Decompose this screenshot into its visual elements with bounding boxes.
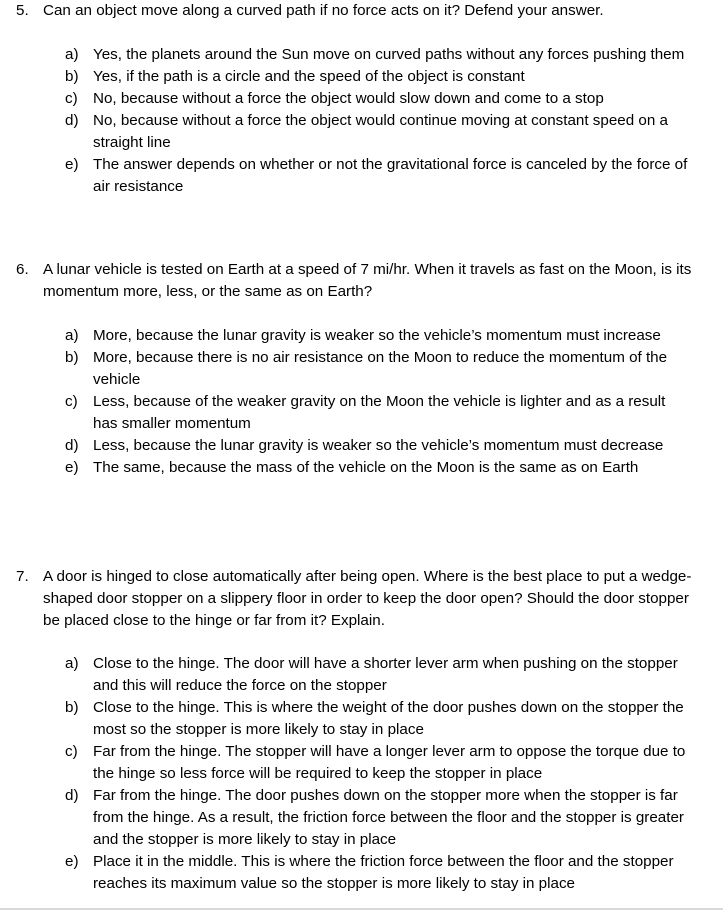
option-e	[0, 851, 723, 895]
option-text: More, because there is no air resistance on the Moon to reduce the momentum of the vehicle	[93, 349, 668, 388]
question-text: A lunar vehicle is tested on Earth at a speed of 7 mi/hr. When it travels as fast on the Moon, is its momentum more, less, or the same as on Earth?	[43, 261, 692, 300]
option-text: Close to the hinge. The door will have a shorter lever arm when pushing on the stopper and this will reduce the force on the stopper	[93, 655, 678, 694]
option-b	[0, 66, 723, 88]
option-text: More, because the lunar gravity is weaker so the vehicle’s momentum must increase	[93, 327, 661, 344]
option-d	[0, 785, 723, 851]
option-e	[0, 457, 723, 479]
option-d	[0, 435, 723, 457]
option-letter: e)	[65, 459, 79, 476]
option-c	[0, 391, 723, 435]
option-letter: d)	[65, 112, 79, 129]
question-number: 5.	[16, 2, 29, 19]
question-number: 6.	[16, 261, 29, 278]
option-text: Place it in the middle. This is where the friction force between the floor and the stopper reaches its maximum value so the stopper is more likely to stay in place	[93, 853, 674, 892]
option-letter: e)	[65, 156, 79, 173]
option-text: Yes, if the path is a circle and the speed of the object is constant	[93, 68, 525, 85]
option-letter: c)	[65, 90, 78, 107]
question-text: A door is hinged to close automatically after being open. Where is the best place to put a wedge-shaped door stopper on a slippery floor in order to keep the door open? Should the door stopper be placed close to the hinge or far from it? Explain.	[43, 568, 692, 629]
option-letter: a)	[65, 46, 79, 63]
option-text: Yes, the planets around the Sun move on curved paths without any forces pushing them	[93, 46, 685, 63]
option-c	[0, 741, 723, 785]
option-letter: d)	[65, 437, 79, 454]
answer-options	[0, 653, 723, 895]
option-letter: d)	[65, 787, 79, 804]
option-c	[0, 88, 723, 110]
question-6	[0, 259, 723, 479]
option-text: Far from the hinge. The door pushes down on the stopper more when the stopper is far from the hinge. As a result, the friction force between the floor and the stopper is greater and the stopper is more likely to stay in place	[93, 787, 684, 848]
answer-options	[0, 325, 723, 479]
option-e	[0, 154, 723, 198]
option-text: No, because without a force the object would slow down and come to a stop	[93, 90, 604, 107]
option-text: The same, because the mass of the vehicle on the Moon is the same as on Earth	[93, 459, 639, 476]
option-a	[0, 44, 723, 66]
question-prompt	[0, 259, 723, 303]
option-b	[0, 697, 723, 741]
option-text: Less, because of the weaker gravity on the Moon the vehicle is lighter and as a result has smaller momentum	[93, 393, 666, 432]
option-letter: c)	[65, 393, 78, 410]
option-letter: a)	[65, 327, 79, 344]
option-b	[0, 347, 723, 391]
question-prompt	[0, 566, 723, 632]
option-text: No, because without a force the object would continue moving at constant speed on a straight line	[93, 112, 668, 151]
option-letter: a)	[65, 655, 79, 672]
question-prompt	[0, 0, 723, 22]
answer-options	[0, 44, 723, 198]
option-letter: c)	[65, 743, 78, 760]
option-text: Close to the hinge. This is where the weight of the door pushes down on the stopper the most so the stopper is more likely to stay in place	[93, 699, 684, 738]
option-text: The answer depends on whether or not the gravitational force is canceled by the force of air resistance	[93, 156, 688, 195]
option-letter: b)	[65, 699, 79, 716]
option-a	[0, 325, 723, 347]
question-number: 7.	[16, 568, 29, 585]
option-letter: e)	[65, 853, 79, 870]
option-text: Less, because the lunar gravity is weaker so the vehicle’s momentum must decrease	[93, 437, 664, 454]
option-letter: b)	[65, 349, 79, 366]
question-text: Can an object move along a curved path if no force acts on it? Defend your answer.	[43, 2, 604, 19]
option-text: Far from the hinge. The stopper will have a longer lever arm to oppose the torque due to the hinge so less force will be required to keep the stopper in place	[93, 743, 686, 782]
question-5	[0, 0, 723, 198]
option-letter: b)	[65, 68, 79, 85]
option-d	[0, 110, 723, 154]
question-7	[0, 566, 723, 895]
option-a	[0, 653, 723, 697]
